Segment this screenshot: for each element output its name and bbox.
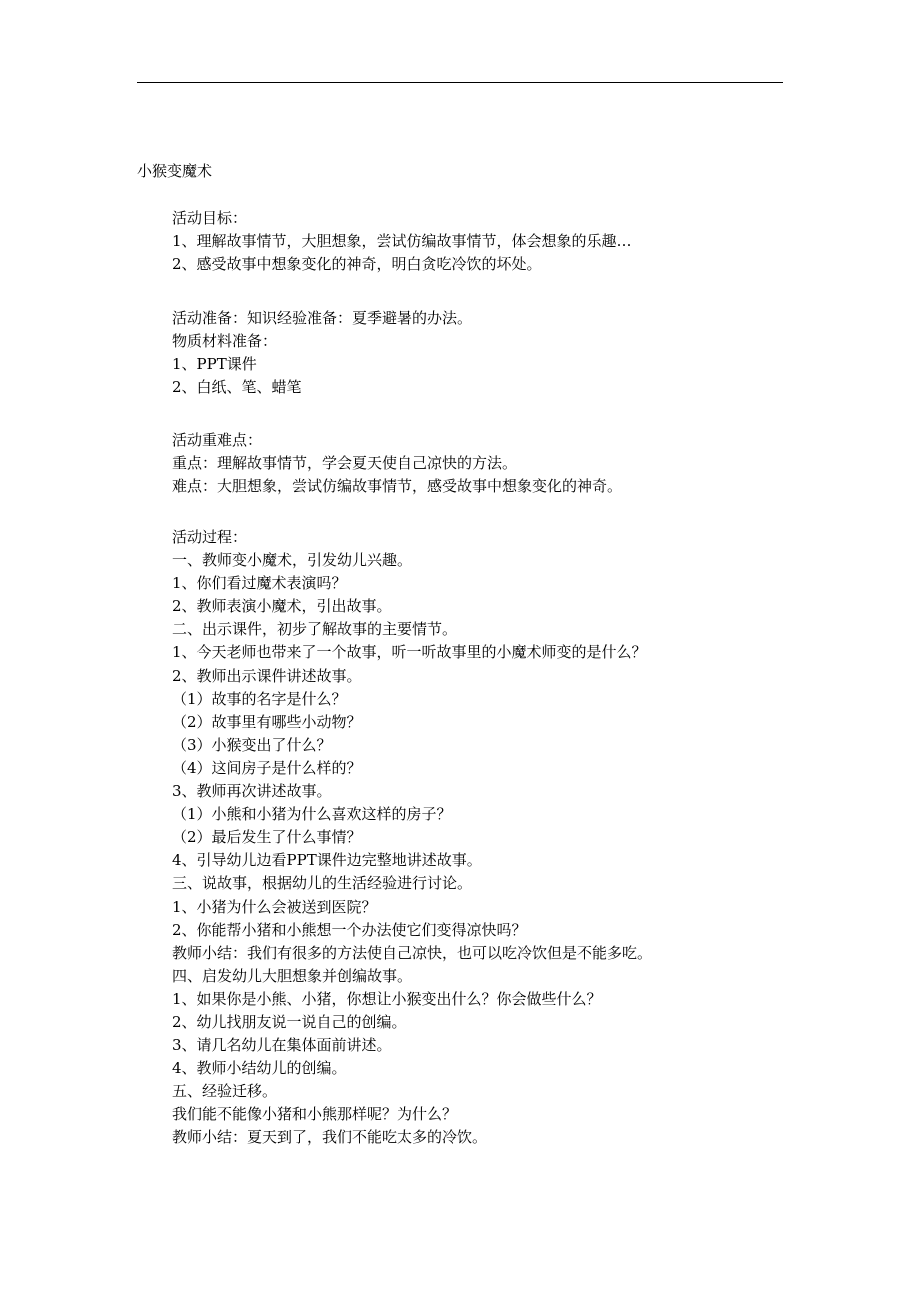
- process-item: 2、幼儿找朋友说一说自己的创编。: [172, 1012, 407, 1031]
- teacher-summary: 教师小结：夏天到了，我们不能吃太多的冷饮。: [172, 1128, 488, 1147]
- process-item: 3、教师再次讲述故事。: [172, 782, 332, 801]
- process-item: 1、如果你是小熊、小猪，你想让小猴变出什么？你会做些什么？: [172, 989, 602, 1008]
- process-heading: 活动过程：: [172, 528, 248, 546]
- process-item: 4、引导幼儿边看PPT课件边完整地讲述故事。: [172, 851, 482, 870]
- preparation-section: [172, 307, 472, 399]
- process-step-heading: 二、出示课件，初步了解故事的主要情节。: [172, 620, 458, 639]
- process-item: 1、今天老师也带来了一个故事，听一听故事里的小魔术师变的是什么？: [172, 643, 647, 662]
- goal-item: 2、感受故事中想象变化的神奇，明白贪吃冷饮的坏处。: [172, 255, 542, 274]
- process-item: 我们能不能像小猪和小熊那样呢？为什么？: [172, 1105, 458, 1124]
- process-step-heading: 三、说故事，根据幼儿的生活经验进行讨论。: [172, 874, 473, 893]
- key-points-section: [172, 429, 622, 498]
- preparation-heading: 活动准备：知识经验准备：夏季避暑的办法。: [172, 309, 473, 327]
- process-item: 2、教师出示课件讲述故事。: [172, 666, 362, 685]
- process-subitem: （1）小熊和小猪为什么喜欢这样的房子？: [172, 805, 452, 824]
- difficulty-item: 难点：大胆想象，尝试仿编故事情节，感受故事中想象变化的神奇。: [172, 477, 623, 496]
- process-item: 2、你能帮小猪和小熊想一个办法使它们变得凉快吗？: [172, 920, 527, 939]
- process-subitem: （2）故事里有哪些小动物？: [172, 712, 362, 731]
- header-rule: [137, 82, 783, 83]
- process-item: 1、你们看过魔术表演吗？: [172, 574, 347, 593]
- process-subitem: （2）最后发生了什么事情？: [172, 828, 362, 847]
- goals-section: [172, 207, 632, 276]
- process-item: 1、小猪为什么会被送到医院？: [172, 897, 377, 916]
- process-section: [172, 526, 652, 1150]
- process-item: 4、教师小结幼儿的创编。: [172, 1059, 347, 1078]
- goal-item: 1、理解故事情节，大胆想象，尝试仿编故事情节，体会想象的乐趣…: [172, 232, 632, 251]
- process-step-heading: 五、经验迁移。: [172, 1082, 278, 1101]
- key-points-heading: 活动重难点：: [172, 431, 263, 449]
- material-item: 2、白纸、笔、蜡笔: [172, 378, 302, 397]
- materials-heading: 物质材料准备：: [172, 332, 278, 351]
- key-point-item: 重点：理解故事情节，学会夏天使自己凉快的方法。: [172, 454, 518, 473]
- process-subitem: （3）小猴变出了什么？: [172, 735, 332, 754]
- process-step-heading: 一、教师变小魔术，引发幼儿兴趣。: [172, 551, 413, 570]
- process-subitem: （1）故事的名字是什么？: [172, 689, 347, 708]
- process-item: 3、请几名幼儿在集体面前讲述。: [172, 1036, 392, 1055]
- teacher-summary: 教师小结：我们有很多的方法使自己凉快，也可以吃冷饮但是不能多吃。: [172, 943, 653, 962]
- process-step-heading: 四、启发幼儿大胆想象并创编故事。: [172, 966, 413, 985]
- material-item: 1、PPT课件: [172, 355, 257, 374]
- process-subitem: （4）这间房子是什么样的？: [172, 758, 362, 777]
- goals-heading: 活动目标：: [172, 209, 248, 227]
- process-item: 2、教师表演小魔术，引出故事。: [172, 597, 392, 616]
- document-title: 小猴变魔术: [137, 162, 213, 180]
